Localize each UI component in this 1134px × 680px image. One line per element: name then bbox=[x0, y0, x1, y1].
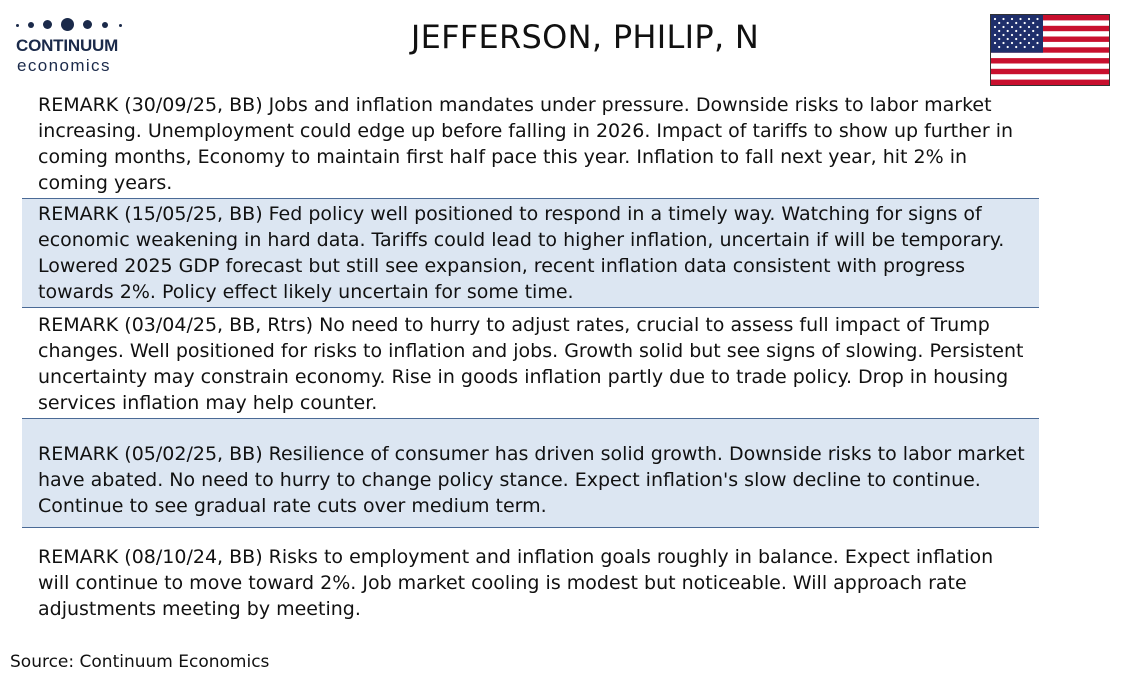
logo-subtitle: economics bbox=[17, 56, 111, 75]
remarks-list bbox=[22, 92, 1039, 638]
remark-item: REMARK (15/05/25, BB) Fed policy well positioned to respond in a timely way. Watching for signs of economic weakening in hard data. Tariffs could lead to higher inflation, uncertain if will be temporary. Lowered 2025 GDP forecast but still see expansion, recent inflation data consistent with progress towards 2%. Policy effect likely uncertain for some time. bbox=[22, 198, 1039, 308]
source-note: Source: Continuum Economics bbox=[10, 652, 270, 672]
remark-item: REMARK (03/04/25, BB, Rtrs) No need to hurry to adjust rates, crucial to assess full impact of Trump changes. Well positioned for risks to inflation and jobs. Growth solid but see signs of slowing. Persistent uncertainty may constrain economy. Rise in goods inflation partly due to trade policy. Drop in housing services inflation may help counter. bbox=[38, 314, 1024, 414]
page-title: JEFFERSON, PHILIP, N bbox=[410, 18, 760, 56]
remark-item: REMARK (08/10/24, BB) Risks to employment and inflation goals roughly in balance. Expect inflation will continue to move toward 2%. Job market cooling is modest but noticeable. Will approach rate adjustments meeting by meeting. bbox=[38, 546, 994, 620]
logo-name: CONTINUUM bbox=[16, 36, 119, 55]
remark-item: REMARK (05/02/25, BB) Resilience of consumer has driven solid growth. Downside risks to labor market have abated. No need to hurry to change policy stance. Expect inflation's slow decline to continue. Continue to see gradual rate cuts over medium term. bbox=[22, 418, 1039, 528]
remark-item: REMARK (30/09/25, BB) Jobs and inflation mandates under pressure. Downside risks to labor market increasing. Unemployment could edge up before falling in 2026. Impact of tariffs to show up further in coming months, Economy to maintain first half pace this year. Inflation to fall next year, hit 2% in coming years. bbox=[38, 94, 1014, 194]
us-flag-icon bbox=[990, 14, 1110, 86]
